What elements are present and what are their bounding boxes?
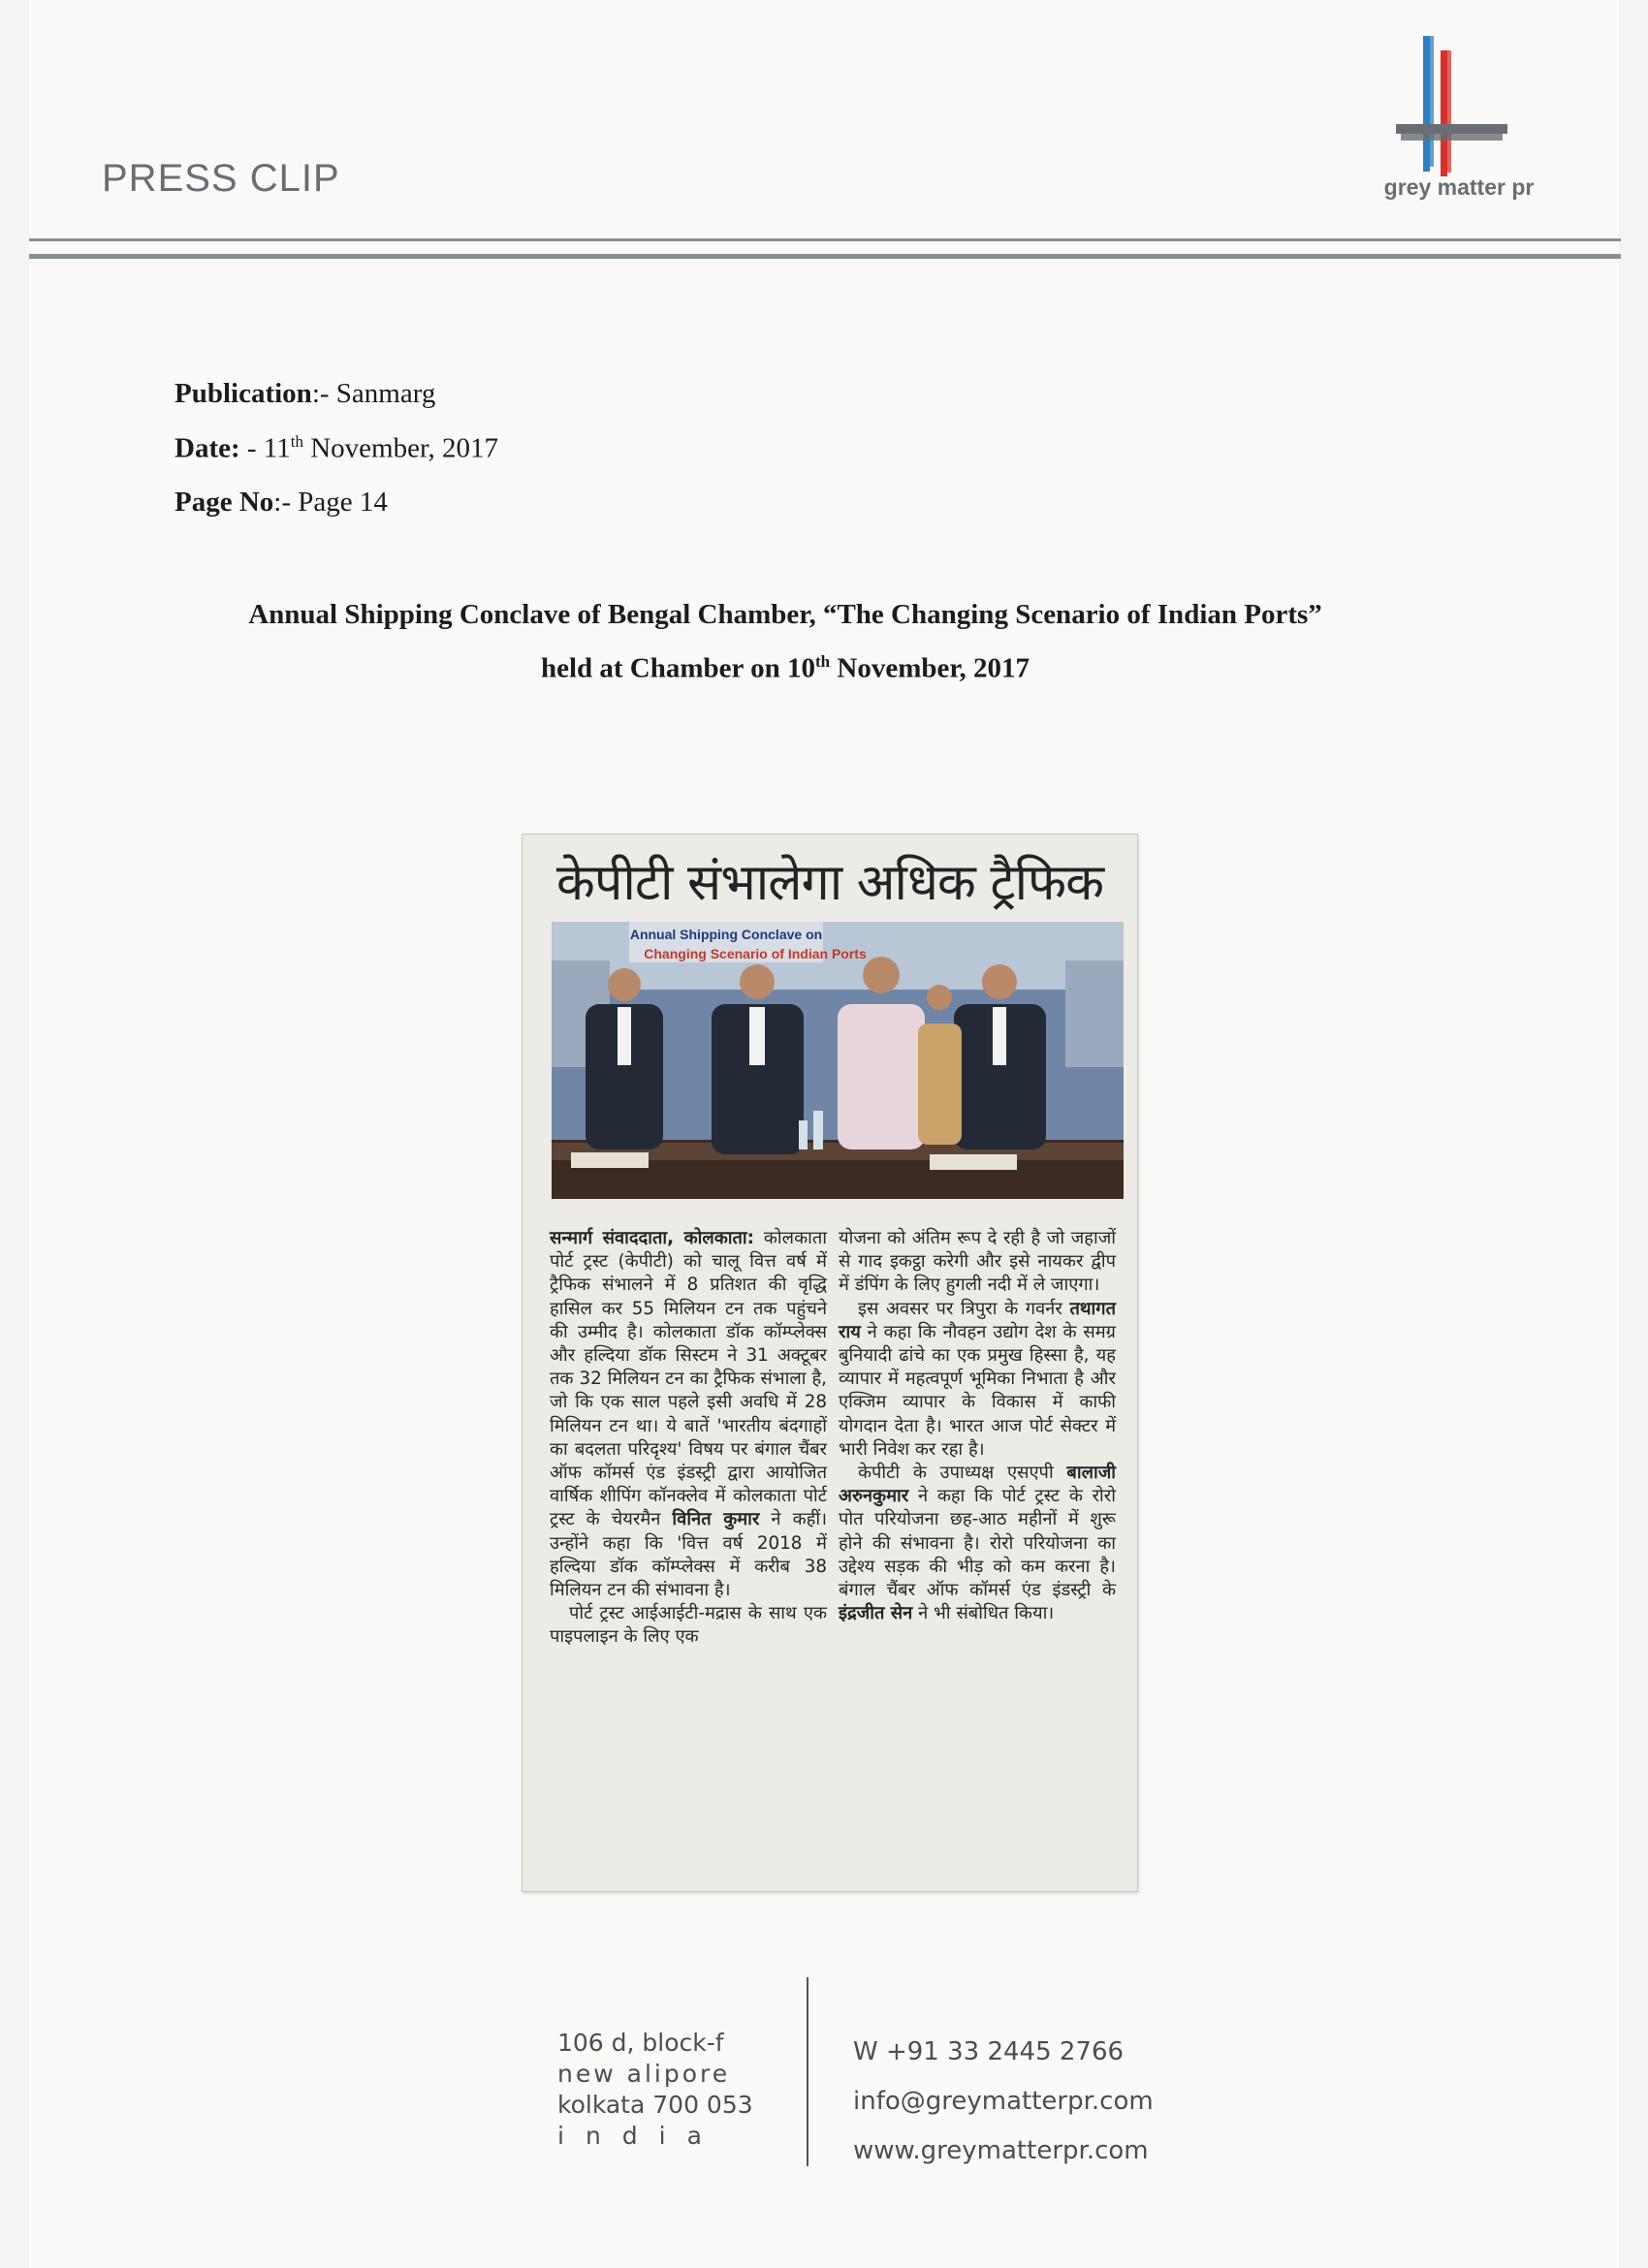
article-text: इस अवसर पर त्रिपुरा के गवर्नर xyxy=(858,1298,1070,1319)
page-number-line xyxy=(174,487,388,519)
footer-contact xyxy=(853,2028,1241,2176)
website-url[interactable]: www.greymatterpr.com xyxy=(853,2136,1149,2165)
header-rule-bottom xyxy=(29,254,1621,259)
article-paragraph: पोर्ट ट्रस्ट आईआईटी-मद्रास के साथ एक पाइपलाइन के लिए एक xyxy=(550,1603,827,1648)
headline-line-2-prefix: held at Chamber on 10 xyxy=(540,652,815,684)
article-text: ने कहीं। उन्होंने कहा कि 'वित्त वर्ष 2018 में हल्दिया डॉक कॉम्प्लेक्स में करीब 38 मिलियन टन की संभावना है। xyxy=(550,1509,827,1601)
article-column-1 xyxy=(550,1227,827,1650)
brand-logo-mark-icon xyxy=(1362,31,1575,186)
article-text: ने भी संबोधित किया। xyxy=(912,1603,1055,1624)
clipping-title: केपीटी संभालेगा अधिक ट्रैफिक xyxy=(555,854,1104,912)
date-suffix: th xyxy=(290,432,303,451)
date-rest: November, 2017 xyxy=(302,432,498,464)
headline-line-2-rest: November, 2017 xyxy=(830,652,1030,684)
headline-line-2 xyxy=(136,652,1435,685)
page-value: :- Page 14 xyxy=(273,487,388,518)
event-photo xyxy=(552,922,1124,1199)
footer-address xyxy=(557,2028,761,2152)
event-photo-image xyxy=(552,922,1124,1199)
person-name: बालाजी अरुनकुमार xyxy=(839,1463,1116,1507)
article-text: ने कहा कि नौवहन उद्योग देश के समग्र बुनियादी ढांचे का एक प्रमुख हिस्सा है, यह व्यापार में महत्वपूर्ण भूमिका निभाता है और एक्जिम व्यापार के विकास में काफी योगदान देता है। भारत आज पोर्ट सेक्टर में भारी निवेश कर रहा है। xyxy=(839,1321,1116,1460)
publication-value: :- Sanmarg xyxy=(311,378,436,409)
person-name: तथागत राय xyxy=(839,1298,1116,1342)
address-line: 106 d, block-f xyxy=(557,2029,724,2057)
banner-text-2: Changing Scenario of Indian Ports xyxy=(644,946,867,961)
publication-label: Publication xyxy=(174,378,312,409)
press-clip-label: PRESS CLIP xyxy=(102,157,340,200)
address-line: india xyxy=(557,2122,723,2150)
newspaper-clipping xyxy=(522,834,1138,1892)
article-paragraph xyxy=(839,1298,1116,1462)
phone-number: W +91 33 2445 2766 xyxy=(853,2037,1125,2066)
person-name: विनित कुमार xyxy=(672,1509,760,1530)
date-day: - 11 xyxy=(239,432,291,464)
header-rule-top xyxy=(29,238,1621,241)
email-address[interactable]: info@greymatterpr.com xyxy=(853,2087,1154,2116)
article-text: केपीटी के उपाध्यक्ष एसएपी xyxy=(858,1463,1067,1484)
date-line xyxy=(174,432,498,465)
address-line: kolkata 700 053 xyxy=(557,2091,753,2119)
page-label: Page No xyxy=(174,487,274,518)
article-paragraph xyxy=(839,1462,1116,1625)
date-label: Date: xyxy=(174,432,240,464)
headline-line-1: Annual Shipping Conclave of Bengal Chamber, “The Changing Scenario of Indian Ports” xyxy=(248,599,1322,630)
headline-line-2-sup: th xyxy=(815,652,831,671)
article-text: कोलकाता पोर्ट ट्रस्ट (केपीटी) को चालू वित्त वर्ष में ट्रैफिक संभालने में 8 प्रतिशत की वृद्धि हासिल कर 55 मिलियन टन तक पहुंचने की उम्मीद है। कोलकाता डॉक कॉम्प्लेक्स और हल्दिया डॉक सिस्टम ने 31 अक्टूबर तक 32 मिलियन टन का ट्रैफिक संभाला है, जो कि एक साल पहले इसी अवधि में 28 मिलियन टन था। ये बातें 'भारतीय बंदगाहों का बदलता परिदृश्य' विषय पर बंगाल चैंबर ऑफ कॉमर्स एंड इंडस्ट्री द्वारा आयोजित वार्षिक शीपिंग कॉनक्लेव में कोलकाता पोर्ट ट्रस्ट के चेयरमैन xyxy=(550,1228,827,1530)
article-paragraph xyxy=(550,1227,827,1602)
brand-name: grey matter pr xyxy=(1383,174,1535,200)
article-column-2 xyxy=(839,1227,1116,1625)
footer-divider xyxy=(807,1977,808,2166)
article-byline: सन्मार्ग संवाददाता, कोलकाता: xyxy=(550,1228,754,1248)
address-line: new alipore xyxy=(557,2060,731,2088)
article-paragraph: योजना को अंतिम रूप दे रही है जो जहाजों से गाद इकट्ठा करेगी और इसे नायकर द्वीप में डंपिंग के लिए हुगली नदी में ले जाएगा। xyxy=(839,1228,1116,1296)
article-text: ने कहा कि पोर्ट ट्रस्ट के रोरो पोत परियोजना छह-आठ महीनों में शुरू होने की संभावना है। रोरो परियोजना का उद्देश्य सड़क की भीड़ को कम करना है। बंगाल चैंबर ऑफ कॉमर्स एंड इंडस्ट्री के xyxy=(839,1486,1116,1601)
publication-line xyxy=(174,378,435,410)
banner-text-1: Annual Shipping Conclave on xyxy=(629,927,823,942)
person-name: इंद्रजीत सेन xyxy=(839,1603,913,1624)
